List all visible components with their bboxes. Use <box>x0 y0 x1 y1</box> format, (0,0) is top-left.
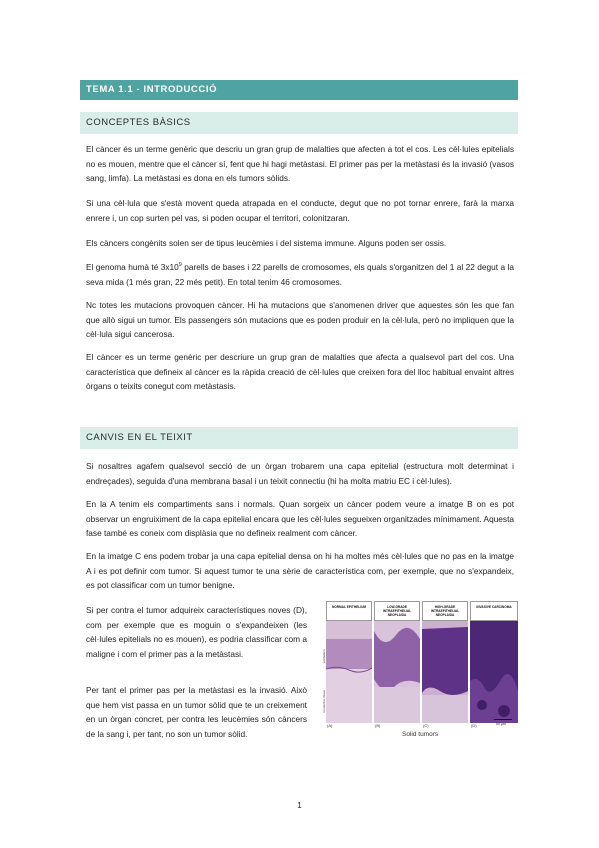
page-number: 1 <box>297 801 302 810</box>
panel-label: (C) <box>423 723 429 728</box>
panel-high-grade <box>422 601 468 727</box>
scale-label: 50 μm <box>496 722 506 726</box>
genome-exponent: 9 <box>178 262 182 269</box>
paragraph: En la A tenim els compartiments sans i normals. Quan sorgeix un càncer podem veure a imatge B on es pot observar un engruiximent de la capa epitelial encara que les cèl·lules segueixen organitzades mínimament. Aquesta fase també es coneix com displàsia que no defineix realment com càncer. <box>86 499 514 538</box>
histology-image-c <box>422 621 468 723</box>
genome-text-after: parells de bases i 22 parells de cromosomes, els quals s'organitzen del 1 al 22 degut a la seva mida (1 més gran, 22 més petit). En total tenim 46 cromosomes. <box>86 262 515 287</box>
paragraph: Si per contra el tumor adquireix característiques noves (D), com per exemple que es moguin o s'expandeixen (les cèl·lules epitelials no es mouen), es podria classificar com a maligne i com el primer pas a la metàstasi. <box>86 605 307 659</box>
genome-paragraph <box>86 260 514 289</box>
histology-image-b <box>374 621 420 723</box>
paragraph: En la imatge C ens podem trobar ja una capa epitelial densa on hi ha moltes més cèl·lules que no pas en la imatge A i es pot definir com tumor. Si aquest tumor te una sèrie de característica com, per exemple, que no s'expandeix, es pot classificar com un tumor benigne. <box>86 551 514 590</box>
paragraph: Per tant el primer pas per la metàstasi es la invasió. Això que hem vist passa en un tumor sòlid que te un creixement en un òrgan concret, per contra les leucèmies són càncers de la sang i, per tant, no son un tumor sòlid. <box>86 685 307 739</box>
page-title: TEMA 1.1 - INTRODUCCIÓ <box>80 80 518 100</box>
side-label-connective: connective tissue <box>322 689 326 713</box>
panel-heading: HIGH-GRADE INTRAEPITHELIAL NEOPLASIA <box>422 601 468 621</box>
panel-heading: NORMAL EPITHELIUM <box>326 601 372 621</box>
figure-caption: Solid tumors <box>402 731 439 738</box>
paragraph: El càncer és un terme genèric que descriu un gran grup de malalties que afecten a tot el cos. Les cèl·lules epitelials no es mouen, mentre que el càncer sí, fent que hi hagi metàstasi. El primer pas per la metàstasi és la invasió (vasos sang, limfa). La metàstasi es dona en els tumors sòlids. <box>86 144 514 183</box>
panel-invasive-carcinoma <box>470 601 518 727</box>
paragraph: Si nosaltres agafem qualsevol secció de un òrgan trobarem una capa epitelial (estructura molt determinat i endreçades), seguida d'una membrana basal i un teixit connectiu (hi ha molta matriu EC i cèl·lules). <box>86 461 514 486</box>
panel-low-grade <box>374 601 420 727</box>
paragraph: Nc totes les mutacions provoquen càncer. Hi ha mutacions que s'anomenen driver que aquestes són les que fan que allò sigui un tumor. Els passengers són mutacions que es poden produir en la cèl·lula, però no impliquen que la cèl·lula sigui cancerosa. <box>86 300 514 339</box>
panel-normal-epithelium <box>326 601 372 727</box>
panel-label: (A) <box>327 723 333 728</box>
genome-text-before: El genoma humà té 3x10 <box>86 262 179 272</box>
panel-label: (B) <box>375 723 381 728</box>
scale-bar <box>494 719 512 720</box>
paragraph: Si una cèl·lula que s'està movent queda atrapada en el conducte, degut que no pot tornar enrere, farà la marxa enrere i, un cop surten pel vas, si poden ocupar el territori, colonitzaran. <box>86 198 514 223</box>
section-heading-conceptes-basics: CONCEPTES BÀSICS <box>80 112 518 134</box>
panel-heading: LOW-GRADE INTRAEPITHELIAL NEOPLASIA <box>374 601 420 621</box>
histology-image-a <box>326 621 372 723</box>
paragraph: Els càncers congènits solen ser de tipus leucèmies i del sistema immune. Alguns poden ser ossis. <box>86 238 447 248</box>
histology-image-d <box>470 621 518 723</box>
solid-tumors-figure <box>320 601 520 747</box>
side-label-epithelium: epithelium <box>322 649 326 663</box>
panel-heading: INVASIVE CARCINOMA <box>470 601 518 621</box>
section-heading-canvis-en-el-teixit: CANVIS EN EL TEIXIT <box>80 427 518 449</box>
panel-label: (D) <box>471 723 477 728</box>
paragraph: El càncer es un terme genèric per descriure un grup gran de malalties que afecta a qualsevol part del cos. Una característica que defineix al càncer es la ràpida creació de cèl·lules que creixen fora del lloc habitual envaint altres òrgans o teixits conegut com metàstasis. <box>86 352 514 391</box>
